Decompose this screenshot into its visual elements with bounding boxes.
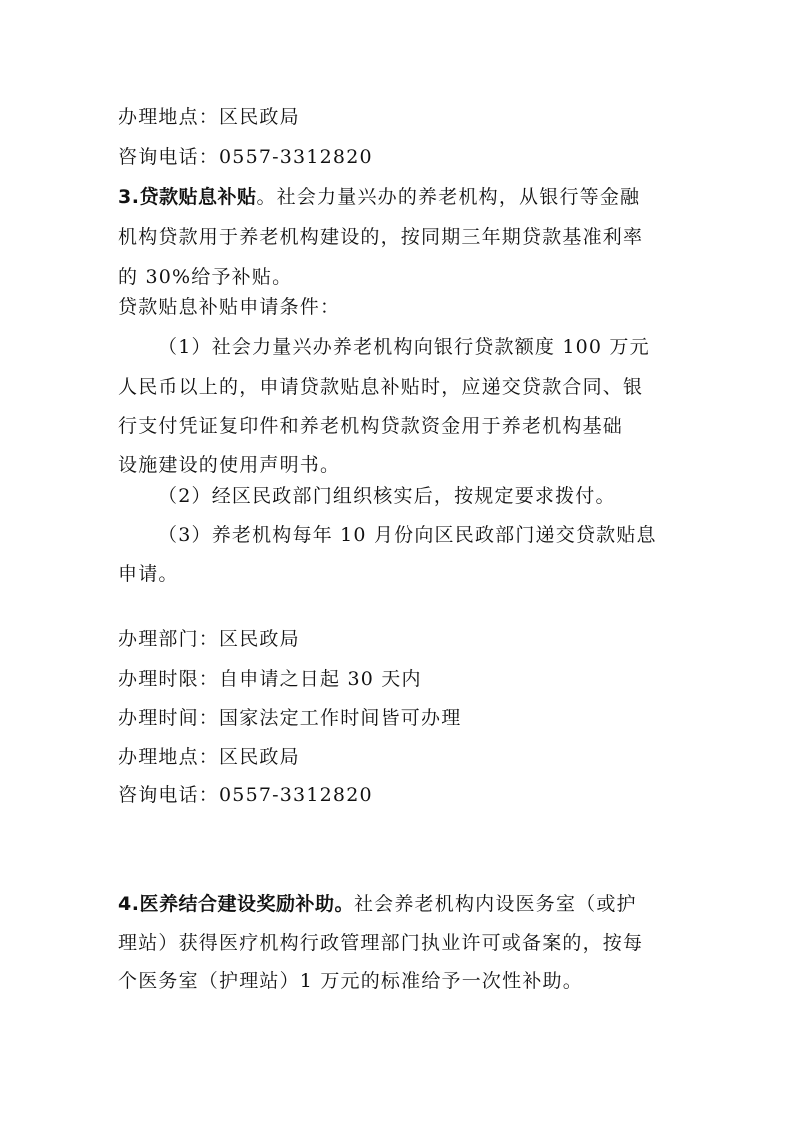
condition-1-line1: （1）社会力量兴办养老机构向银行贷款额度 100 万元 — [158, 336, 650, 358]
section4-line3: 个医务室（护理站）1 万元的标准给予一次性补助。 — [118, 970, 583, 992]
section4-line1-text: 社会养老机构内设医务室（或护 — [353, 893, 637, 915]
location-line-1: 办理地点：区民政局 — [118, 106, 300, 128]
section4-first-line — [118, 893, 678, 915]
condition-1-line3: 行支付凭证复印件和养老机构贷款资金用于养老机构基础 — [118, 415, 624, 437]
condition-3-line2: 申请。 — [118, 563, 179, 585]
section4-heading: 4.医养结合建设奖励补助。 — [118, 893, 354, 915]
section3-line2: 机构贷款用于养老机构建设的，按同期三年期贷款基准利率 — [118, 226, 644, 248]
hours-line: 办理时间：国家法定工作时间皆可办理 — [118, 707, 462, 729]
phone-line-1: 咨询电话：0557-3312820 — [118, 146, 373, 168]
condition-2: （2）经区民政部门组织核实后，按规定要求拨付。 — [158, 485, 616, 507]
section3-line3: 的 30%给予补贴。 — [118, 266, 293, 288]
department-line: 办理部门：区民政局 — [118, 628, 300, 650]
conditions-title: 贷款贴息补贴申请条件： — [118, 296, 341, 318]
phone-line-2: 咨询电话：0557-3312820 — [118, 784, 373, 806]
section3-heading: 3.贷款贴息补贴 — [118, 186, 257, 208]
condition-1-line4: 设施建设的使用声明书。 — [118, 454, 341, 476]
condition-3-line1: （3）养老机构每年 10 月份向区民政部门递交贷款贴息 — [158, 524, 657, 546]
condition-1-line2: 人民币以上的，申请贷款贴息补贴时，应递交贷款合同、银 — [118, 376, 644, 398]
section3-line1-text: 。社会力量兴办的养老机构，从银行等金融 — [256, 186, 641, 208]
section3-first-line — [118, 186, 678, 208]
location-line-2: 办理地点：区民政局 — [118, 746, 300, 768]
section4-line2: 理站）获得医疗机构行政管理部门执业许可或备案的，按每 — [118, 932, 644, 954]
time-limit-line: 办理时限：自申请之日起 30 天内 — [118, 668, 422, 690]
